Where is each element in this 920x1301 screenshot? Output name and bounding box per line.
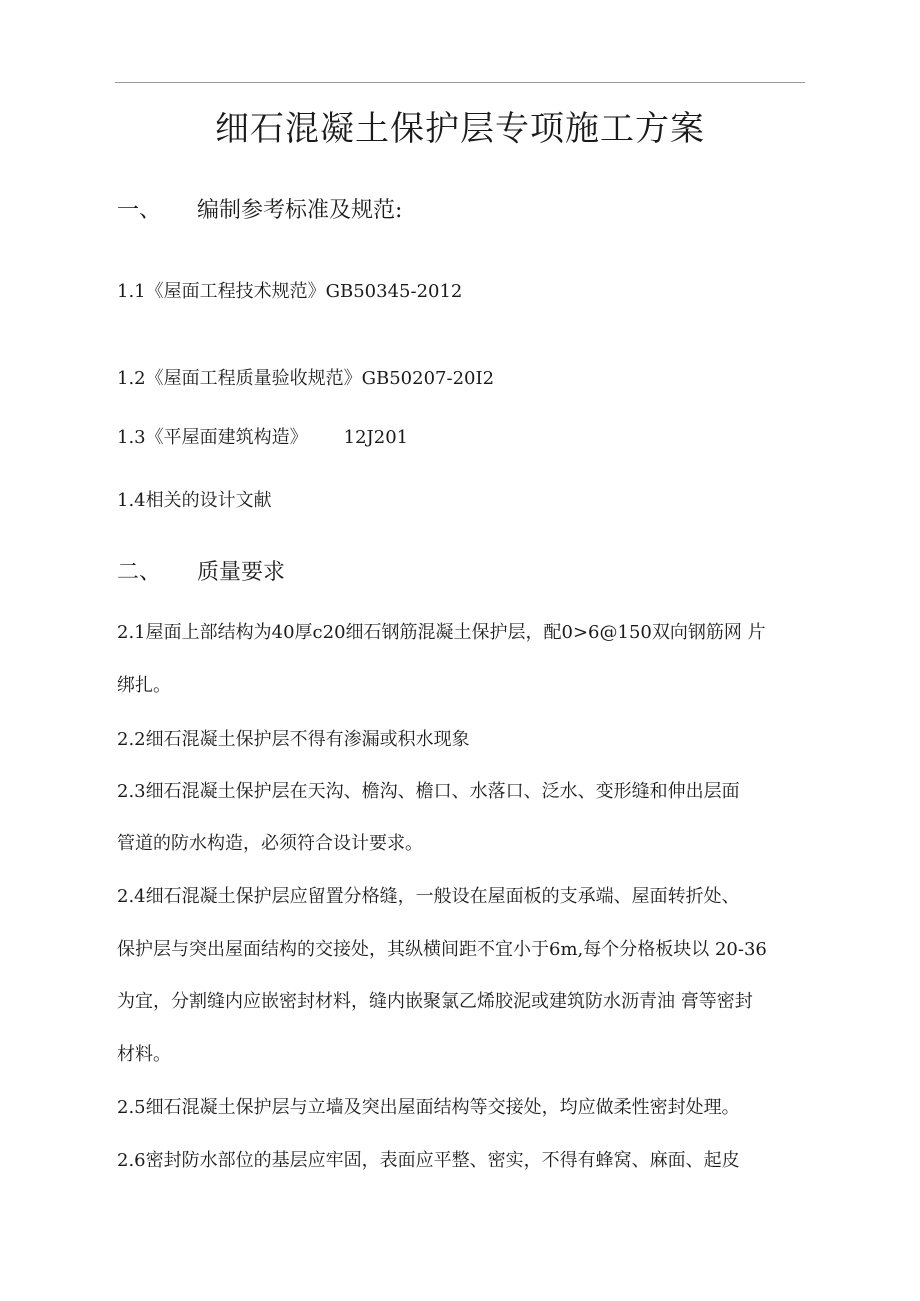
reference-item: 1.1《屋面工程技术规范》GB50345-2012: [117, 281, 463, 302]
body-line: 2.1屋面上部结构为40厚c20细石钢筋混凝土保护层，配0>6@150双向钢筋网 片: [117, 622, 766, 643]
body-line: 绑扎。: [117, 675, 171, 696]
body-line: 2.4细石混凝土保护层应留置分格缝，一般设在屋面板的支承端、屋面转折处、: [117, 886, 740, 907]
header-rule: [115, 82, 805, 83]
section-heading-1: [117, 196, 402, 226]
reference-item: 1.2《屋面工程质量验收规范》GB50207-20I2: [117, 368, 495, 389]
reference-item: 1.4相关的设计文献: [117, 490, 272, 511]
document-title: 细石混凝土保护层专项施工方案: [215, 108, 705, 149]
reference-item: [117, 425, 408, 451]
body-line: 管道的防水构造，必须符合设计要求。: [117, 833, 423, 854]
body-line: 2.5细石混凝土保护层与立墙及突出屋面结构等交接处，均应做柔性密封处理。: [117, 1097, 740, 1118]
body-line: 为宜，分割缝内应嵌密封材料，缝内嵌聚氯乙烯胶泥或建筑防水沥青油 膏等密封: [117, 991, 753, 1012]
body-line: 2.3细石混凝土保护层在天沟、檐沟、檐口、水落口、泛水、变形缝和伸出层面: [117, 781, 740, 802]
section-heading-2: [117, 558, 285, 588]
section-number: 一、: [117, 198, 162, 223]
section-title: 编制参考标准及规范:: [197, 198, 403, 223]
body-line: 材料。: [117, 1044, 171, 1065]
reference-name: 1.3《平屋面建筑构造》: [117, 427, 308, 448]
body-line: 2.2细石混凝土保护层不得有渗漏或积水现象: [117, 729, 470, 750]
section-title: 质量要求: [197, 560, 286, 585]
body-line: 2.6密封防水部位的基层应牢固，表面应平整、密实，不得有蜂窝、麻面、起皮: [117, 1150, 740, 1171]
body-line: 保护层与突出屋面结构的交接处，其纵横间距不宜小于6m,每个分格板块以 20-36: [117, 939, 767, 960]
reference-code: 12J201: [343, 427, 409, 448]
section-number: 二、: [117, 560, 162, 585]
